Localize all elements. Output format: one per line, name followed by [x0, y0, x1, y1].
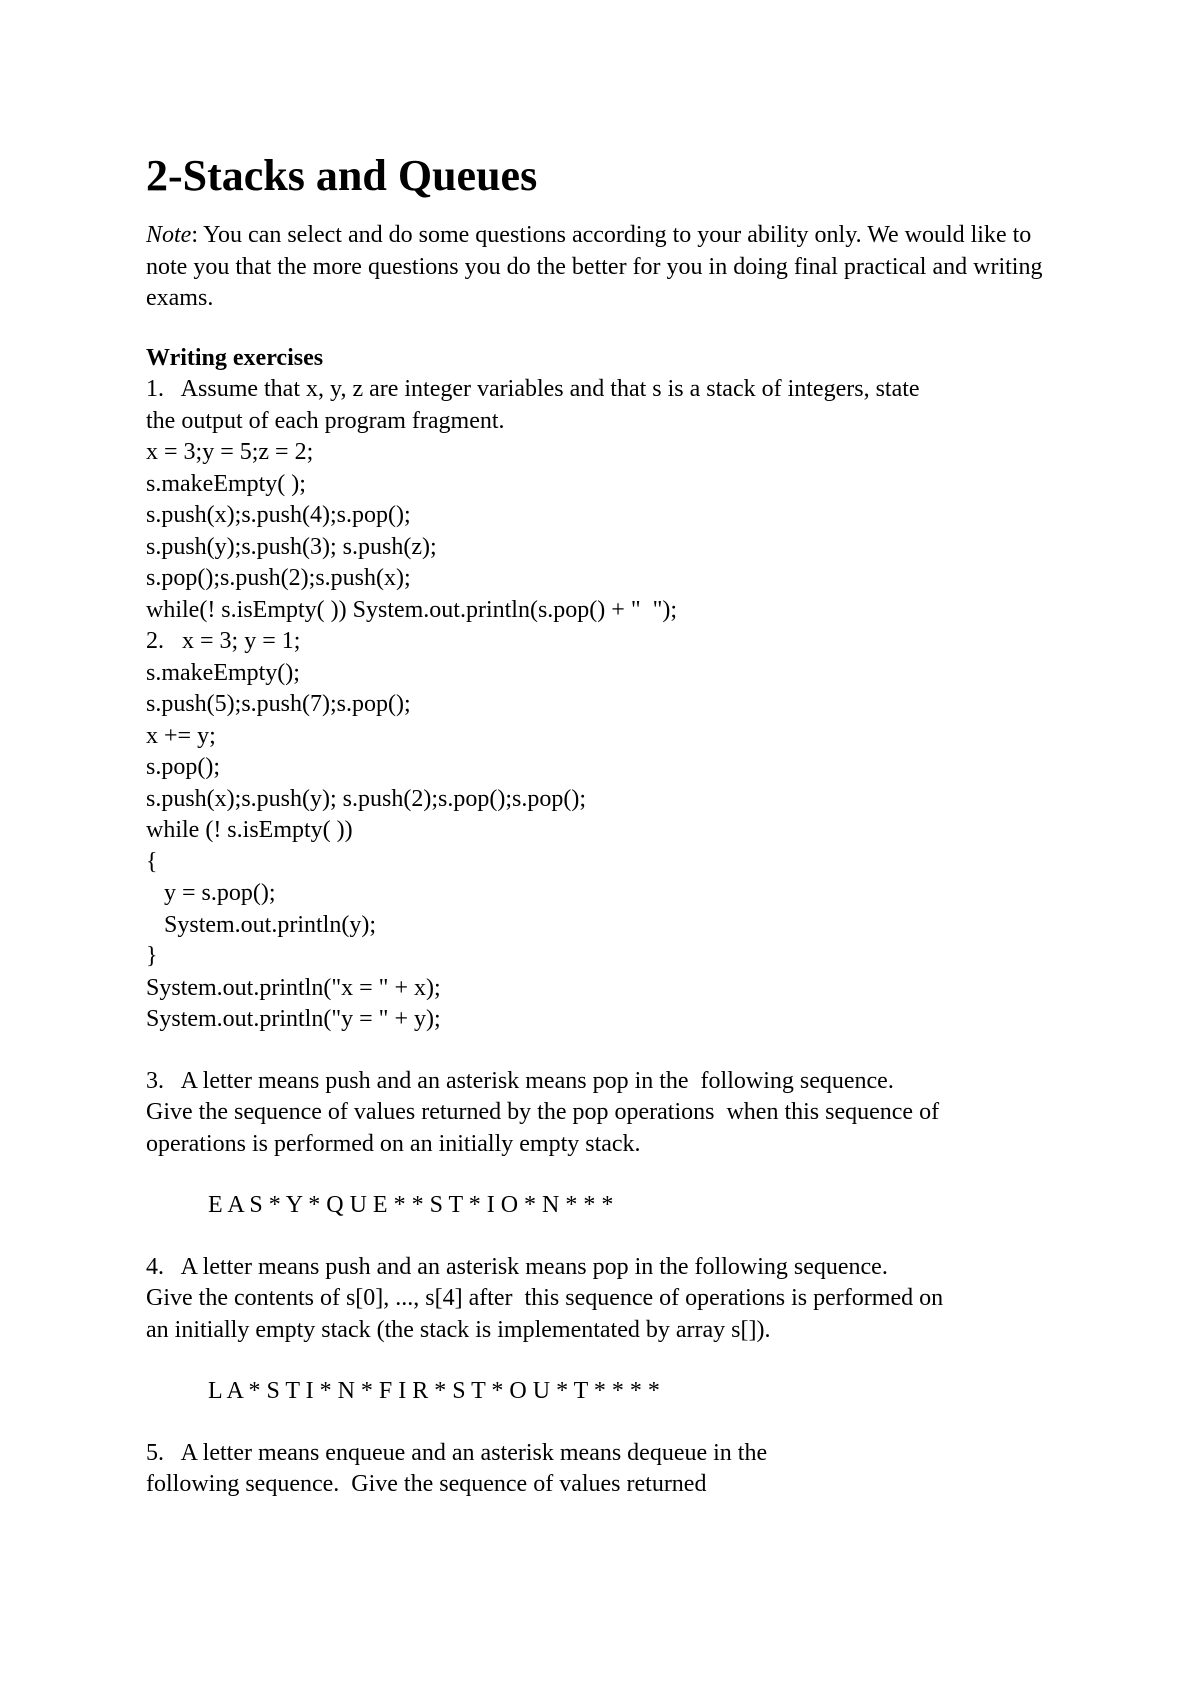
document-page	[146, 150, 1076, 1501]
q5-line: following sequence. Give the sequence of values returned	[146, 1471, 707, 1497]
q1-line: s.pop();s.push(2);s.push(x);	[146, 565, 411, 591]
q2-line: s.makeEmpty();	[146, 659, 300, 686]
q2-line: 2. x = 3; y = 1;	[146, 628, 301, 654]
q2-line: }	[146, 943, 158, 969]
q3-line: Give the sequence of values returned by the pop operations when this sequence of	[146, 1099, 940, 1125]
section-heading: Writing exercises	[146, 344, 324, 371]
q1-line: s.push(x);s.push(4);s.pop();	[146, 502, 411, 528]
question-4	[146, 1252, 1076, 1408]
note-paragraph	[146, 220, 1076, 315]
q2-line: s.push(x);s.push(y); s.push(2);s.pop();s.pop();	[146, 785, 586, 812]
note-text: : You can select and do some questions according to your ability only. We would like to note you that the more questions you do the better for you in doing final practical and writing exams.	[146, 222, 1043, 311]
q1-line: s.makeEmpty( );	[146, 470, 306, 497]
q2-line: x += y;	[146, 722, 216, 749]
q2-line: s.pop();	[146, 754, 220, 780]
q4-line: 4. A letter means push and an asterisk means pop in the following sequence.	[146, 1253, 888, 1280]
q1-line: while(! s.isEmpty( )) System.out.println(s.pop() + " ");	[146, 596, 678, 623]
note-label: Note	[146, 222, 192, 248]
q4-line: Give the contents of s[0], ..., s[4] after this sequence of operations is performed on	[146, 1285, 944, 1311]
q3-sequence: E A S * Y * Q U E * * S T * I O * N * * *	[208, 1192, 614, 1218]
q1-line: 1. Assume that x, y, z are integer variables and that s is a stack of integers, state	[146, 376, 920, 402]
q2-line: while (! s.isEmpty( ))	[146, 817, 353, 843]
q2-line: System.out.println("y = " + y);	[146, 1006, 441, 1032]
question-5	[146, 1438, 1076, 1501]
q5-line: 5. A letter means enqueue and an asterisk means dequeue in the	[146, 1439, 768, 1466]
q4-sequence: L A * S T I * N * F I R * S T * O U * T * * * *	[208, 1378, 660, 1404]
q1-line: s.push(y);s.push(3); s.push(z);	[146, 533, 437, 560]
q2-line: s.push(5);s.push(7);s.pop();	[146, 691, 411, 717]
q1-line: x = 3;y = 5;z = 2;	[146, 439, 314, 465]
page-title: 2-Stacks and Queues	[146, 151, 538, 200]
q2-line: {	[146, 848, 158, 875]
question-3	[146, 1066, 1076, 1222]
q2-line: System.out.println(y);	[146, 911, 376, 938]
q4-line: an initially empty stack (the stack is implementated by array s[]).	[146, 1316, 771, 1343]
q2-line: System.out.println("x = " + x);	[146, 974, 441, 1001]
question-1	[146, 374, 1076, 626]
q2-line: y = s.pop();	[146, 880, 276, 906]
q1-line: the output of each program fragment.	[146, 407, 505, 434]
q3-line: 3. A letter means push and an asterisk means pop in the following sequence.	[146, 1067, 894, 1094]
q3-line: operations is performed on an initially empty stack.	[146, 1130, 641, 1157]
question-2	[146, 626, 1076, 1036]
